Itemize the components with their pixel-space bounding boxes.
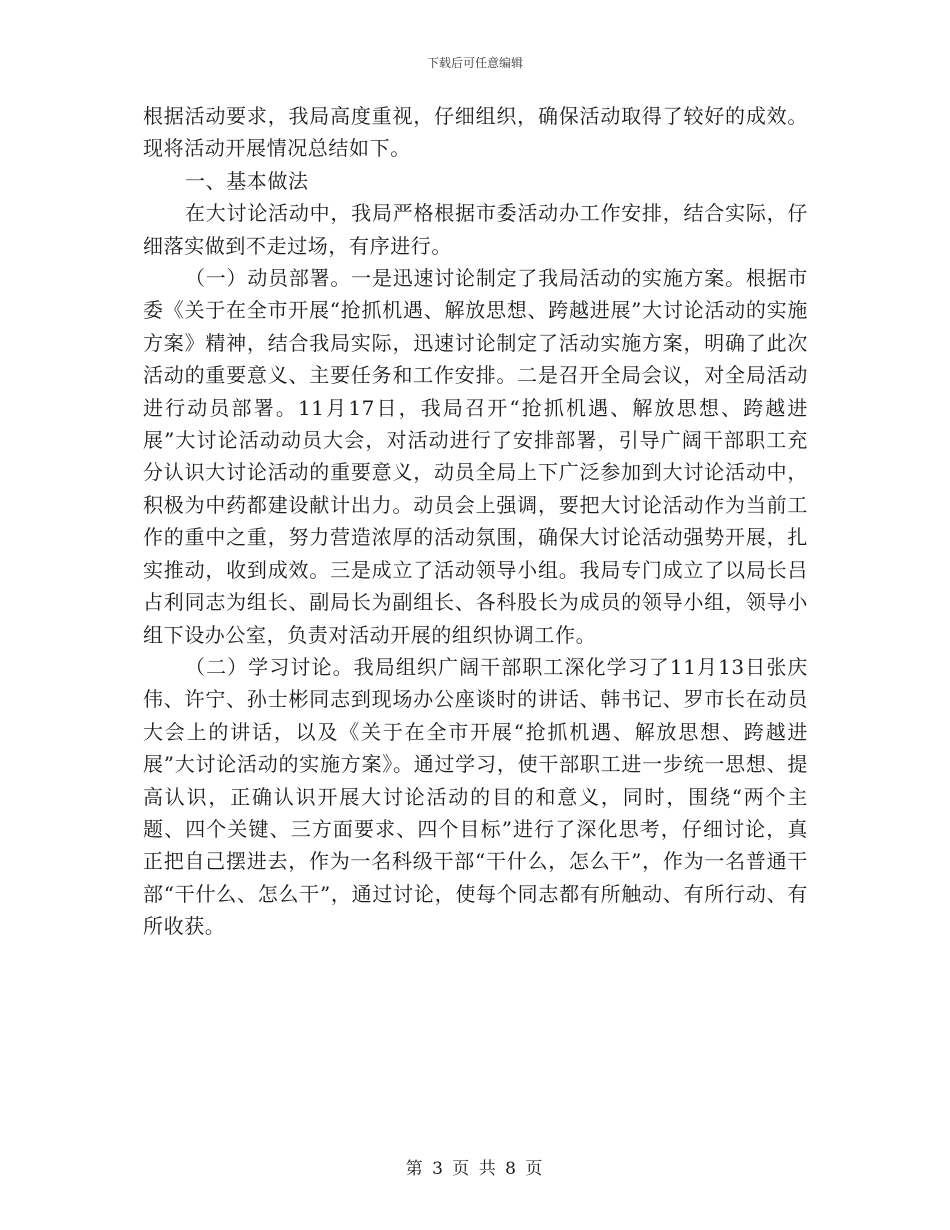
study-paragraph: （二）学习讨论。我局组织广阔干部职工深化学习了11月13日张庆伟、许宁、孙士彬同志到现场办公座谈时的讲话、韩书记、罗市长在动员大会上的讲话，以及《关于在全市开展“抢抓机遇、解放思想、跨越进展”大讨论活动的实施方案》。通过学习，使干部职工进一步统一思想、提高认识，正确认识开展大讨论活动的目的和意义，同时，围绕“两个主题、四个关键、三方面要求、四个目标”进行了深化思考，仔细讨论，真正把自己摆进去，作为一名科级干部“干什么，怎么干”，作为一名普通干部“干什么、怎么干”，通过讨论，使每个同志都有所触动、有所行动、有所收获。 <box>143 654 808 939</box>
overview-paragraph: 在大讨论活动中，我局严格根据市委活动办工作安排，结合实际，仔细落实做到不走过场，有序进行。 <box>143 201 808 258</box>
header-note: 下载后可任意编辑 <box>426 56 523 70</box>
page-number: 第 3 页 共 8 页 <box>405 1159 545 1179</box>
intro-paragraph: 根据活动要求，我局高度重视，仔细组织，确保活动取得了较好的成效。现将活动开展情况总结如下。 <box>143 104 808 161</box>
document-body <box>143 100 808 943</box>
section-heading: 一、基本做法 <box>185 168 309 193</box>
mobilization-paragraph: （一）动员部署。一是迅速讨论制定了我局活动的实施方案。根据市委《关于在全市开展“抢抓机遇、解放思想、跨越进展”大讨论活动的实施方案》精神，结合我局实际，迅速讨论制定了活动实施方案，明确了此次活动的重要意义、主要任务和工作安排。二是召开全局会议，对全局活动进行动员部署。11月17日，我局召开“抢抓机遇、解放思想、跨越进展”大讨论活动动员大会，对活动进行了安排部署，引导广阔干部职工充分认识大讨论活动的重要意义，动员全局上下广泛参加到大讨论活动中，积极为中药都建设献计出力。动员会上强调，要把大讨论活动作为当前工作的重中之重，努力营造浓厚的活动氛围，确保大讨论活动强势开展，扎实推动，收到成效。三是成立了活动领导小组。我局专门成立了以局长吕占利同志为组长、副局长为副组长、各科股长为成员的领导小组，领导小组下设办公室，负责对活动开展的组织协调工作。 <box>143 266 808 647</box>
